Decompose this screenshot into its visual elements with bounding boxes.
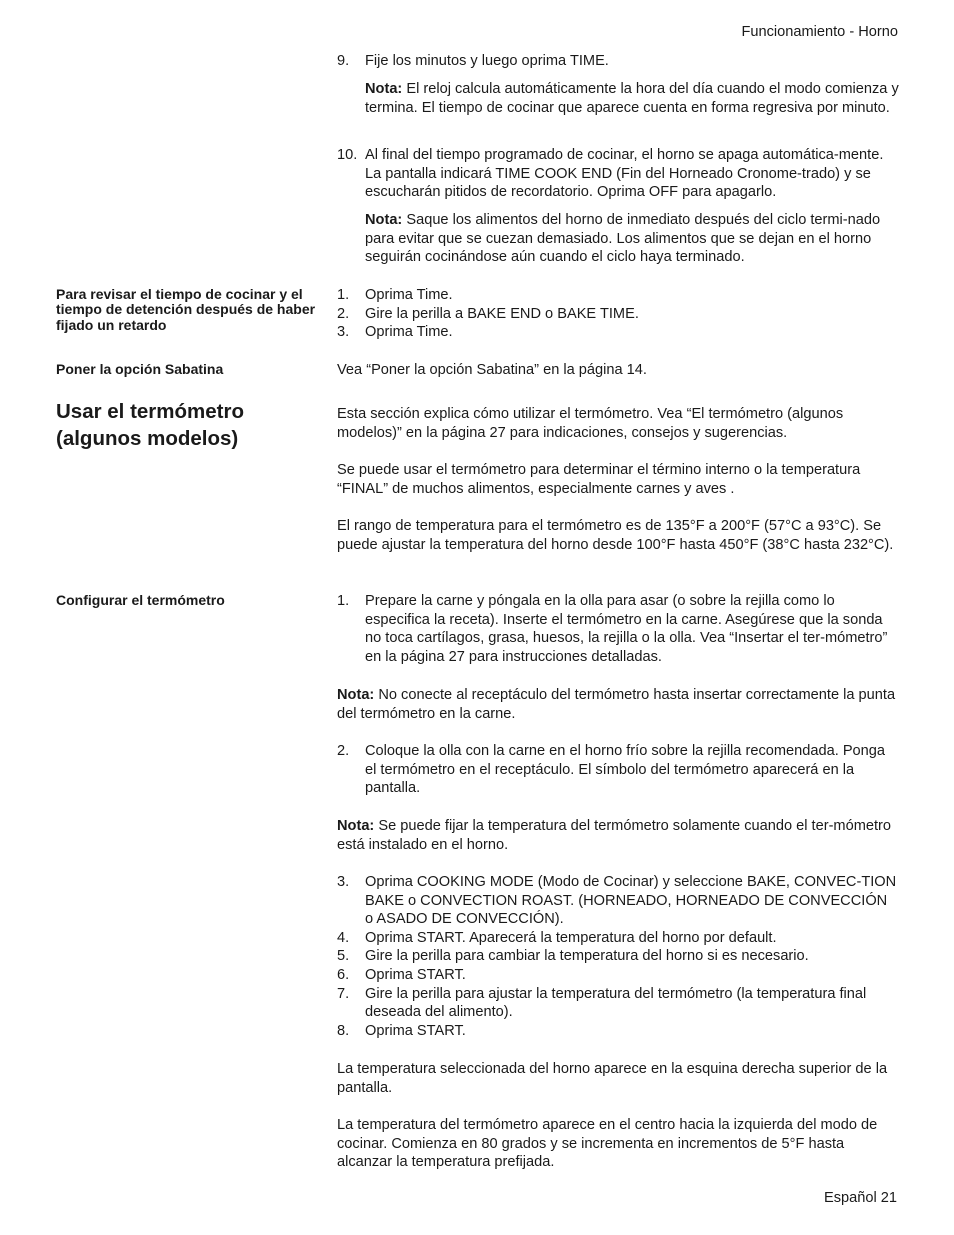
configurar-probe-temp: La temperatura del termómetro aparece en el centro hacia la izquierda del modo de cocinar. Comienza en 80 grados y se incrementa en incrementos de 5°F hasta alcanzar la temperatura prefijada. [337, 1117, 878, 1171]
step-number: 2. [337, 743, 350, 759]
step-number: 1. [337, 593, 350, 609]
termometro-use: Se puede usar el termómetro para determinar el término interno o la temperatura “FINAL” de muchos alimentos, especialmente carnes y aves . [337, 462, 861, 497]
note-label: Nota: [365, 212, 403, 228]
step-text: Oprima START. Aparecerá la temperatura del horno por default. [365, 929, 777, 946]
note-text: Se puede fijar la temperatura del termómetro solamente cuando el ter-mómetro está instalado en el horno. [337, 818, 892, 853]
configurar-steps [337, 873, 899, 1040]
note-text: El reloj calcula automáticamente la hora del día cuando el modo comienza y termina. El tiempo de cocinar que aparece cuenta en forma regresiva por minuto. [365, 81, 899, 116]
step-text: Fije los minutos y luego oprima TIME. [365, 53, 609, 69]
step-number: 1. [337, 287, 350, 303]
configurar-note-2 [337, 817, 899, 854]
step-number: 7. [337, 985, 350, 1002]
step-number: 6. [337, 966, 350, 983]
note-label: Nota: [365, 81, 403, 97]
step-text: Oprima START. [365, 966, 466, 983]
step-text: Oprima COOKING MODE (Modo de Cocinar) y seleccione BAKE, CONVEC-TION BAKE o CONVECTION ROAST. (HORNEADO, HORNEADO DE CONVECCIÓN o ASADO DE CONVECCIÓN). [365, 874, 897, 928]
step-text: Oprima Time. [365, 287, 453, 303]
configurar-step-2 [337, 742, 899, 798]
step-number: 8. [337, 1022, 350, 1039]
step-text: Gire la perilla para ajustar la temperatura del termómetro (la temperatura final deseada del alimento). [365, 985, 867, 1021]
step-number: 10. [337, 147, 358, 163]
step-text: Oprima Time. [365, 324, 453, 341]
section-heading-revisar: Para revisar el tiempo de cocinar y el tiempo de detención después de haber fijado un retardo [56, 286, 316, 333]
page-footer: Español 21 [823, 1190, 897, 1206]
configurar-note-1 [337, 686, 899, 723]
note-text: No conecte al receptáculo del termómetro hasta insertar correctamente la punta del termómetro en la carne. [337, 687, 896, 722]
section-heading-termometro: Usar el termómetro (algunos modelos) [56, 400, 244, 450]
step-text: Oprima START. [365, 1022, 466, 1039]
configurar-step-1 [337, 592, 899, 666]
step-text: Gire la perilla a BAKE END o BAKE TIME. [365, 305, 639, 322]
page-header: Funcionamiento - Horno [741, 24, 898, 40]
note-label: Nota: [337, 687, 375, 703]
note-label: Nota: [337, 818, 375, 834]
revisar-steps [337, 286, 899, 342]
step-text: Al final del tiempo programado de cocinar, el horno se apaga automática-mente. La pantalla indicará TIME COOK END (Fin del Horneado Cronome-trado) y se escucharán pitidos de recordatorio. Oprima OFF para apagarlo. [365, 147, 884, 201]
step-10 [337, 146, 899, 202]
step-text: Prepare la carne y póngala en la olla para asar (o sobre la rejilla como lo especifica la receta). Inserte el termómetro en la carne. Asegúrese que la sonda no toca cartílagos, grasa, huesos, la rejilla o la olla. Vea “Insertar el ter-mómetro” en la página 27 para instrucciones detalladas. [365, 593, 888, 665]
step-9 [337, 52, 899, 71]
termometro-range: El rango de temperatura para el termómetro es de 135°F a 200°F (57°C a 93°C). Se puede ajustar la temperatura del horno desde 100°F hasta 450°F (38°C hasta 232°C). [337, 518, 894, 553]
step-number: 3. [337, 874, 350, 890]
step-number: 5. [337, 948, 350, 965]
step-number: 2. [337, 305, 350, 322]
note-text: Saque los alimentos del horno de inmediato después del ciclo termi-nado para evitar que se cuezan demasiado. Los alimentos que se dejan en el horno seguirán cocinándose aún cuando el ciclo haya terminado. [365, 212, 881, 266]
section-heading-configurar: Configurar el termómetro [56, 592, 225, 608]
section-heading-sabatina: Poner la opción Sabatina [56, 361, 224, 377]
step-text: Coloque la olla con la carne en el horno frío sobre la rejilla recomendada. Ponga el termómetro en el receptáculo. El símbolo del termómetro aparecerá en la pantalla. [365, 743, 886, 797]
configurar-oven-temp: La temperatura seleccionada del horno aparece en la esquina derecha superior de la pantalla. [337, 1061, 888, 1096]
sabatina-text: Vea “Poner la opción Sabatina” en la página 14. [337, 362, 647, 378]
step-number: 4. [337, 929, 350, 946]
termometro-intro: Esta sección explica cómo utilizar el termómetro. Vea “El termómetro (algunos modelos)” en la página 27 para indicaciones, consejos y sugerencias. [337, 406, 844, 441]
step-number: 9. [337, 53, 350, 69]
step-number: 3. [337, 324, 350, 341]
step-text: Gire la perilla para cambiar la temperatura del horno si es necesario. [365, 948, 809, 965]
note-clock [365, 80, 899, 117]
note-remove-food [365, 211, 899, 267]
